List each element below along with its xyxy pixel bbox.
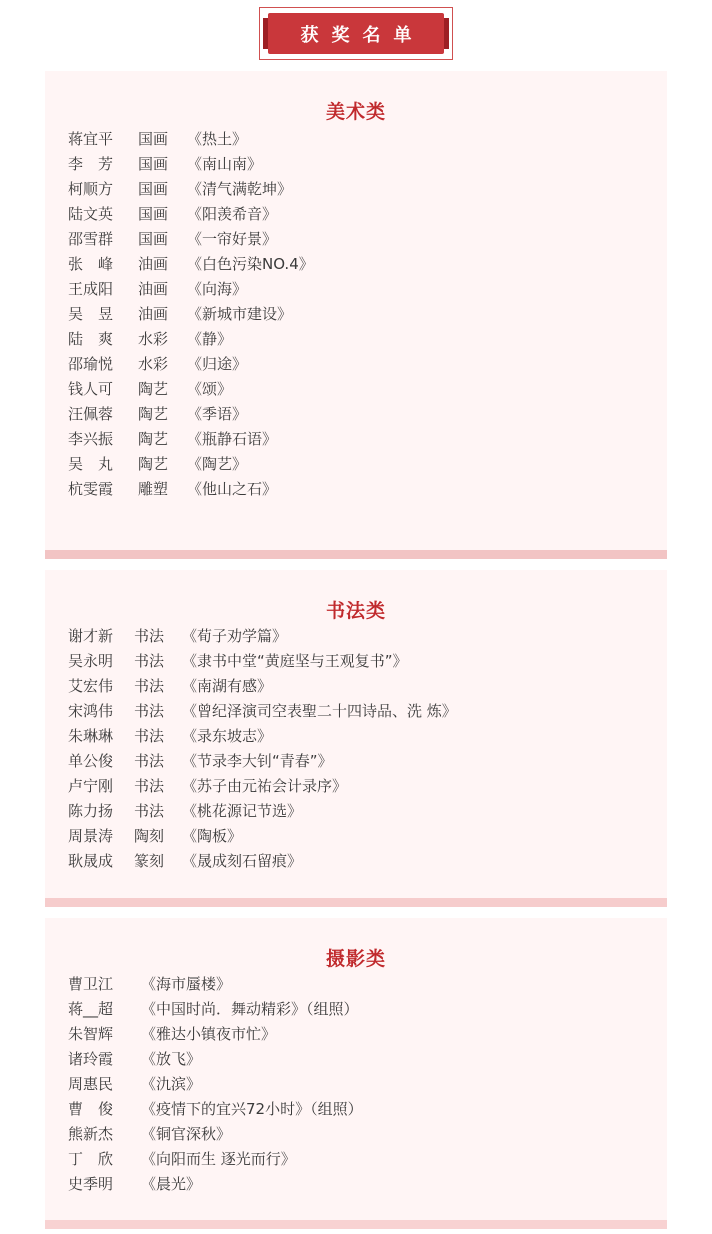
work-title: 《隶书中堂“黄庭坚与王观复书”》 [182,652,408,670]
award-entry [68,152,657,177]
work-category: 雕塑 [138,480,169,498]
award-entry [68,1097,657,1122]
winner-name: 柯顺方 [68,180,114,198]
work-title: 《疫情下的宜兴72小时》（组照） [141,1100,363,1118]
winner-name: 陈力扬 [68,802,114,820]
award-entry [68,202,657,227]
work-title: 《海市蜃楼》 [141,975,232,993]
award-entry [68,1147,657,1172]
work-title: 《清气满乾坤》 [187,180,293,198]
entry-list [68,624,657,874]
work-title: 《南湖有感》 [182,677,273,695]
work-title: 《氿滨》 [141,1075,202,1093]
work-title: 《苏子由元祐会计录序》 [182,777,348,795]
winner-name: 邵雪群 [68,230,114,248]
banner-title: 获奖名单 [300,24,425,46]
entry-list [68,127,657,502]
award-entry [68,1022,657,1047]
work-title: 《陶艺》 [187,455,248,473]
work-category: 国画 [138,180,169,198]
award-entry [68,402,657,427]
work-title: 《曾纪泽演司空表聖二十四诗品、洗 炼》 [182,702,457,720]
winner-name: 耿晟成 [68,852,114,870]
work-category: 书法 [134,727,165,745]
winner-name: 钱人可 [68,380,114,398]
section-bottom-bar [45,898,667,907]
award-list-banner [259,7,453,60]
work-title: 《节录李大钊“青春”》 [182,752,333,770]
award-entry [68,1122,657,1147]
winner-name: 陆 爽 [68,330,114,348]
award-entry [68,327,657,352]
award-entry [68,127,657,152]
award-entry [68,849,657,874]
award-entry [68,1172,657,1197]
work-title: 《铜官深秋》 [141,1125,232,1143]
winner-name: 宋鸿伟 [68,702,114,720]
entry-list [68,972,657,1197]
work-title: 《荀子劝学篇》 [182,627,288,645]
award-entry [68,302,657,327]
work-title: 《阳羡希音》 [187,205,278,223]
work-title: 《白色污染NO.4》 [187,255,314,273]
winner-name: 熊新杰 [68,1125,114,1143]
award-entry [68,177,657,202]
award-entry [68,227,657,252]
work-category: 书法 [134,627,165,645]
winner-name: 单公俊 [68,752,114,770]
section-calligraphy [45,570,667,907]
award-entry [68,997,657,1022]
work-title: 《热土》 [187,130,248,148]
award-entry [68,699,657,724]
work-title: 《晟成刻石留痕》 [182,852,303,870]
winner-name: 谢才新 [68,627,114,645]
winner-name: 邵瑜悦 [68,355,114,373]
winner-name: 周景涛 [68,827,114,845]
work-title: 《桃花源记节选》 [182,802,303,820]
work-category: 书法 [134,652,165,670]
winner-name: 曹卫江 [68,975,114,993]
winner-name: 吴 昱 [68,305,114,323]
work-title: 《归途》 [187,355,248,373]
winner-name: 曹 俊 [68,1100,114,1118]
work-category: 国画 [138,155,169,173]
work-title: 《陶板》 [182,827,243,845]
work-category: 篆刻 [134,852,165,870]
award-entry [68,427,657,452]
work-category: 陶艺 [138,405,169,423]
winner-name: 吴永明 [68,652,114,670]
winner-name: 朱智辉 [68,1025,114,1043]
award-entry [68,477,657,502]
winner-name: 朱琳琳 [68,727,114,745]
work-title: 《瓶静石语》 [187,430,278,448]
winner-name: 丁 欣 [68,1150,114,1168]
work-category: 国画 [138,205,169,223]
winner-name: 史季明 [68,1175,114,1193]
work-title: 《向阳而生 逐光而行》 [141,1150,296,1168]
award-entry [68,972,657,997]
work-title: 《中国时尚．舞动精彩》（组照） [141,1000,359,1018]
section-bottom-bar [45,550,667,559]
winner-name: 陆文英 [68,205,114,223]
winner-name: 吴 丸 [68,455,114,473]
award-entry [68,649,657,674]
winner-name: 诸玲霞 [68,1050,114,1068]
work-category: 陶艺 [138,430,169,448]
work-category: 陶艺 [138,380,169,398]
award-entry [68,799,657,824]
award-entry [68,452,657,477]
work-category: 陶刻 [134,827,165,845]
winner-name: 张 峰 [68,255,114,273]
award-entry [68,624,657,649]
winner-name: 卢宁刚 [68,777,114,795]
winner-name: 周惠民 [68,1075,114,1093]
winner-name: 汪佩蓉 [68,405,114,423]
section-title: 书法类 [325,600,386,622]
winner-name: 李 芳 [68,155,114,173]
section-bottom-bar [45,1220,667,1229]
award-entry [68,824,657,849]
award-entry [68,724,657,749]
work-category: 国画 [138,130,169,148]
winner-name: 蒋__超 [68,1000,114,1018]
work-category: 水彩 [138,355,169,373]
award-entry [68,352,657,377]
work-category: 水彩 [138,330,169,348]
work-title: 《颂》 [187,380,233,398]
winner-name: 杭雯霞 [68,480,114,498]
work-category: 书法 [134,677,165,695]
work-category: 油画 [138,305,169,323]
award-entry [68,1047,657,1072]
work-title: 《一帘好景》 [187,230,278,248]
banner-plate [268,13,444,54]
work-title: 《雅达小镇夜市忙》 [141,1025,277,1043]
award-entry [68,1072,657,1097]
work-title: 《晨光》 [141,1175,202,1193]
work-title: 《他山之石》 [187,480,278,498]
work-category: 陶艺 [138,455,169,473]
work-title: 《南山南》 [187,155,263,173]
work-category: 书法 [134,702,165,720]
award-entry [68,252,657,277]
award-entry [68,277,657,302]
work-title: 《静》 [187,330,233,348]
section-photography [45,918,667,1229]
work-title: 《向海》 [187,280,248,298]
section-fine-arts [45,71,667,559]
award-entry [68,674,657,699]
work-category: 油画 [138,255,169,273]
award-entry [68,749,657,774]
winner-name: 李兴振 [68,430,114,448]
winner-name: 蒋宜平 [68,130,114,148]
work-title: 《放飞》 [141,1050,202,1068]
award-entry [68,377,657,402]
section-title: 摄影类 [325,948,386,970]
work-category: 书法 [134,752,165,770]
winner-name: 王成阳 [68,280,114,298]
work-title: 《录东坡志》 [182,727,273,745]
work-category: 油画 [138,280,169,298]
winner-name: 艾宏伟 [68,677,114,695]
work-title: 《季语》 [187,405,248,423]
work-category: 书法 [134,777,165,795]
award-entry [68,774,657,799]
work-category: 国画 [138,230,169,248]
section-title: 美术类 [325,101,386,123]
work-title: 《新城市建设》 [187,305,293,323]
work-category: 书法 [134,802,165,820]
